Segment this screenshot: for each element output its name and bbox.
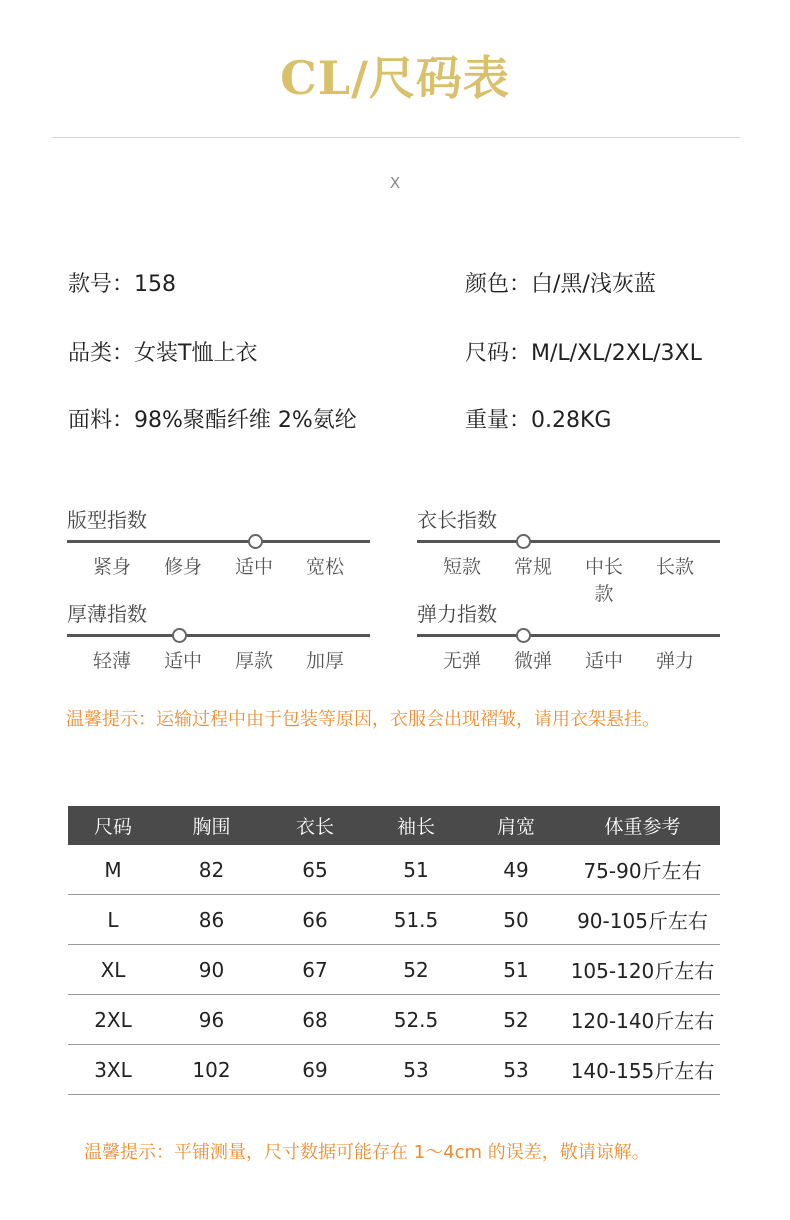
info-category: 品类：女装T恤上衣 <box>68 341 258 366</box>
index-tick: 适中 <box>163 650 202 672</box>
table-header-row <box>68 806 720 845</box>
index-tick: 紧身 <box>92 556 131 578</box>
index-tick: 弹力 <box>655 650 694 672</box>
index-tick: 轻薄 <box>92 650 131 672</box>
index-tick: 微弹 <box>513 650 552 672</box>
index-track <box>67 534 370 548</box>
index-knob <box>172 628 187 643</box>
index-name: 衣长指数 <box>417 508 497 532</box>
table-cell: 52 <box>365 945 467 995</box>
table-cell: 51.5 <box>365 895 467 945</box>
index-tick: 宽松 <box>305 556 344 578</box>
table-row <box>68 995 720 1045</box>
table-cell: 49 <box>467 845 565 895</box>
info-style-no: 款号：158 <box>68 272 176 297</box>
index-tick: 适中 <box>584 650 623 672</box>
index-knob <box>516 534 531 549</box>
subtitle-mark: X <box>389 174 401 192</box>
table-row <box>68 845 720 895</box>
table-cell: 140-155斤左右 <box>565 1045 720 1095</box>
index-thickness <box>67 600 370 673</box>
info-fabric: 面料：98%聚酯纤维 2%氨纶 <box>68 408 357 433</box>
index-tick: 加厚 <box>305 650 344 672</box>
title-divider <box>52 137 740 138</box>
table-cell: 66 <box>265 895 365 945</box>
index-tick: 短款 <box>442 556 481 578</box>
table-header-cell: 尺码 <box>68 806 158 845</box>
table-cell: M <box>68 845 158 895</box>
table-cell: 102 <box>158 1045 265 1095</box>
info-color: 颜色：白/黑/浅灰蓝 <box>465 272 656 297</box>
index-length <box>417 506 720 606</box>
table-header-cell: 胸围 <box>158 806 265 845</box>
table-cell: 105-120斤左右 <box>565 945 720 995</box>
table-header-cell: 体重参考 <box>565 806 720 845</box>
table-cell: 75-90斤左右 <box>565 845 720 895</box>
index-tick: 厚款 <box>234 650 273 672</box>
table-cell: 53 <box>365 1045 467 1095</box>
index-knob <box>248 534 263 549</box>
index-track <box>417 534 720 548</box>
index-name: 弹力指数 <box>417 602 497 626</box>
index-name: 厚薄指数 <box>67 602 147 626</box>
table-cell: 67 <box>265 945 365 995</box>
index-tick: 适中 <box>234 556 273 578</box>
table-cell: 96 <box>158 995 265 1045</box>
info-size: 尺码：M/L/XL/2XL/3XL <box>465 341 702 366</box>
table-cell: 90 <box>158 945 265 995</box>
table-cell: 86 <box>158 895 265 945</box>
table-cell: 69 <box>265 1045 365 1095</box>
index-track <box>67 628 370 642</box>
size-table <box>68 806 720 1095</box>
table-cell: 65 <box>265 845 365 895</box>
table-header-cell: 衣长 <box>265 806 365 845</box>
page-title: CL/尺码表 <box>280 51 510 105</box>
index-fit <box>67 506 370 579</box>
notice-bottom: 温馨提示：平铺测量，尺寸数据可能存在 1～4cm 的误差，敬请谅解。 <box>84 1142 650 1163</box>
table-cell: 2XL <box>68 995 158 1045</box>
table-cell: 90-105斤左右 <box>565 895 720 945</box>
index-elasticity <box>417 600 720 673</box>
index-track <box>417 628 720 642</box>
table-cell: 52 <box>467 995 565 1045</box>
table-cell: 51 <box>467 945 565 995</box>
index-tick: 中长款 <box>584 556 623 605</box>
table-cell: 3XL <box>68 1045 158 1095</box>
notice-top: 温馨提示：运输过程中由于包装等原因，衣服会出现褶皱，请用衣架悬挂。 <box>66 709 660 730</box>
index-tick: 常规 <box>513 556 552 578</box>
table-cell: 82 <box>158 845 265 895</box>
table-cell: XL <box>68 945 158 995</box>
table-cell: 53 <box>467 1045 565 1095</box>
index-tick: 长款 <box>655 556 694 578</box>
table-cell: 51 <box>365 845 467 895</box>
index-knob <box>516 628 531 643</box>
info-weight: 重量：0.28KG <box>465 408 612 433</box>
table-row <box>68 945 720 995</box>
table-cell: 120-140斤左右 <box>565 995 720 1045</box>
table-cell: 52.5 <box>365 995 467 1045</box>
table-cell: 50 <box>467 895 565 945</box>
index-tick: 无弹 <box>442 650 481 672</box>
table-cell: L <box>68 895 158 945</box>
table-header-cell: 肩宽 <box>467 806 565 845</box>
table-header-cell: 袖长 <box>365 806 467 845</box>
index-tick: 修身 <box>163 556 202 578</box>
table-row <box>68 895 720 945</box>
index-name: 版型指数 <box>67 508 147 532</box>
table-cell: 68 <box>265 995 365 1045</box>
table-row <box>68 1045 720 1095</box>
